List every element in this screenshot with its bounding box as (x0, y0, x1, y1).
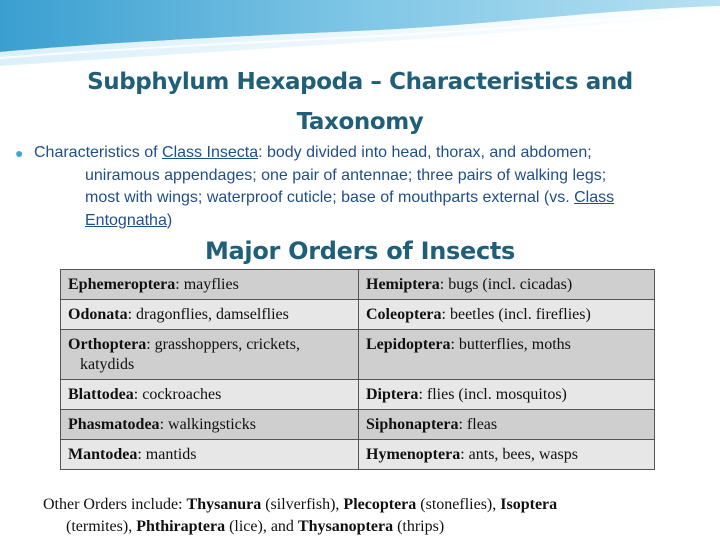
bullet-line1-rest: : body divided into head, thorax, and abdomen; (258, 144, 592, 161)
class-entognatha-link-part1[interactable]: Class (574, 189, 615, 206)
table-cell: Orthoptera: grasshoppers, crickets, katydids (61, 330, 359, 380)
table-cell: Mantodea: mantids (61, 440, 359, 470)
other-orders-note: Other Orders include: Thysanura (silverfish), Plecoptera (stoneflies), Isoptera (termites), Phthiraptera (lice), and Thysanoptera (thrips) (43, 496, 558, 535)
table-cell: Phasmatodea: walkingsticks (61, 410, 359, 440)
table-row (61, 410, 655, 440)
bullet-line-2: uniramous appendages; one pair of antennae; three pairs of walking legs; (85, 166, 607, 184)
table-cell: Ephemeroptera: mayflies (61, 270, 359, 300)
table-row (61, 330, 655, 380)
class-insecta-link[interactable]: Class Insecta (162, 144, 259, 161)
table-cell: Siphonaptera: fleas (359, 410, 655, 440)
table-cell: Diptera: flies (incl. mosquitos) (359, 380, 655, 410)
table-cell: Lepidoptera: butterflies, moths (359, 330, 655, 380)
table-cell: Blattodea: cockroaches (61, 380, 359, 410)
major-orders-heading: Major Orders of Insects (204, 237, 516, 265)
bullet-dot-icon: ● (15, 145, 24, 161)
table-cell: Hemiptera: bugs (incl. cicadas) (359, 270, 655, 300)
bullet-close-paren: ) (166, 211, 173, 229)
title-line-1: Subphylum Hexapoda – Characteristics and (87, 69, 633, 95)
table-row (61, 300, 655, 330)
table-row (61, 440, 655, 470)
bullet-line3-text: most with wings; waterproof cuticle; base of mouthparts external (vs. (85, 189, 575, 206)
class-entognatha-link-part2[interactable]: Entognatha (85, 211, 167, 229)
table-cell: Coleoptera: beetles (incl. fireflies) (359, 300, 655, 330)
slide-title (40, 62, 680, 142)
table-row (61, 380, 655, 410)
header-wave-decoration (0, 0, 720, 70)
bullet-text (34, 142, 706, 232)
table-cell: Odonata: dragonflies, damselflies (61, 300, 359, 330)
insect-orders-table (60, 269, 655, 470)
table-row (61, 270, 655, 300)
table-cell: Hymenoptera: ants, bees, wasps (359, 440, 655, 470)
title-line-2: Taxonomy (296, 109, 424, 135)
bullet-prefix: Characteristics of (34, 144, 163, 161)
